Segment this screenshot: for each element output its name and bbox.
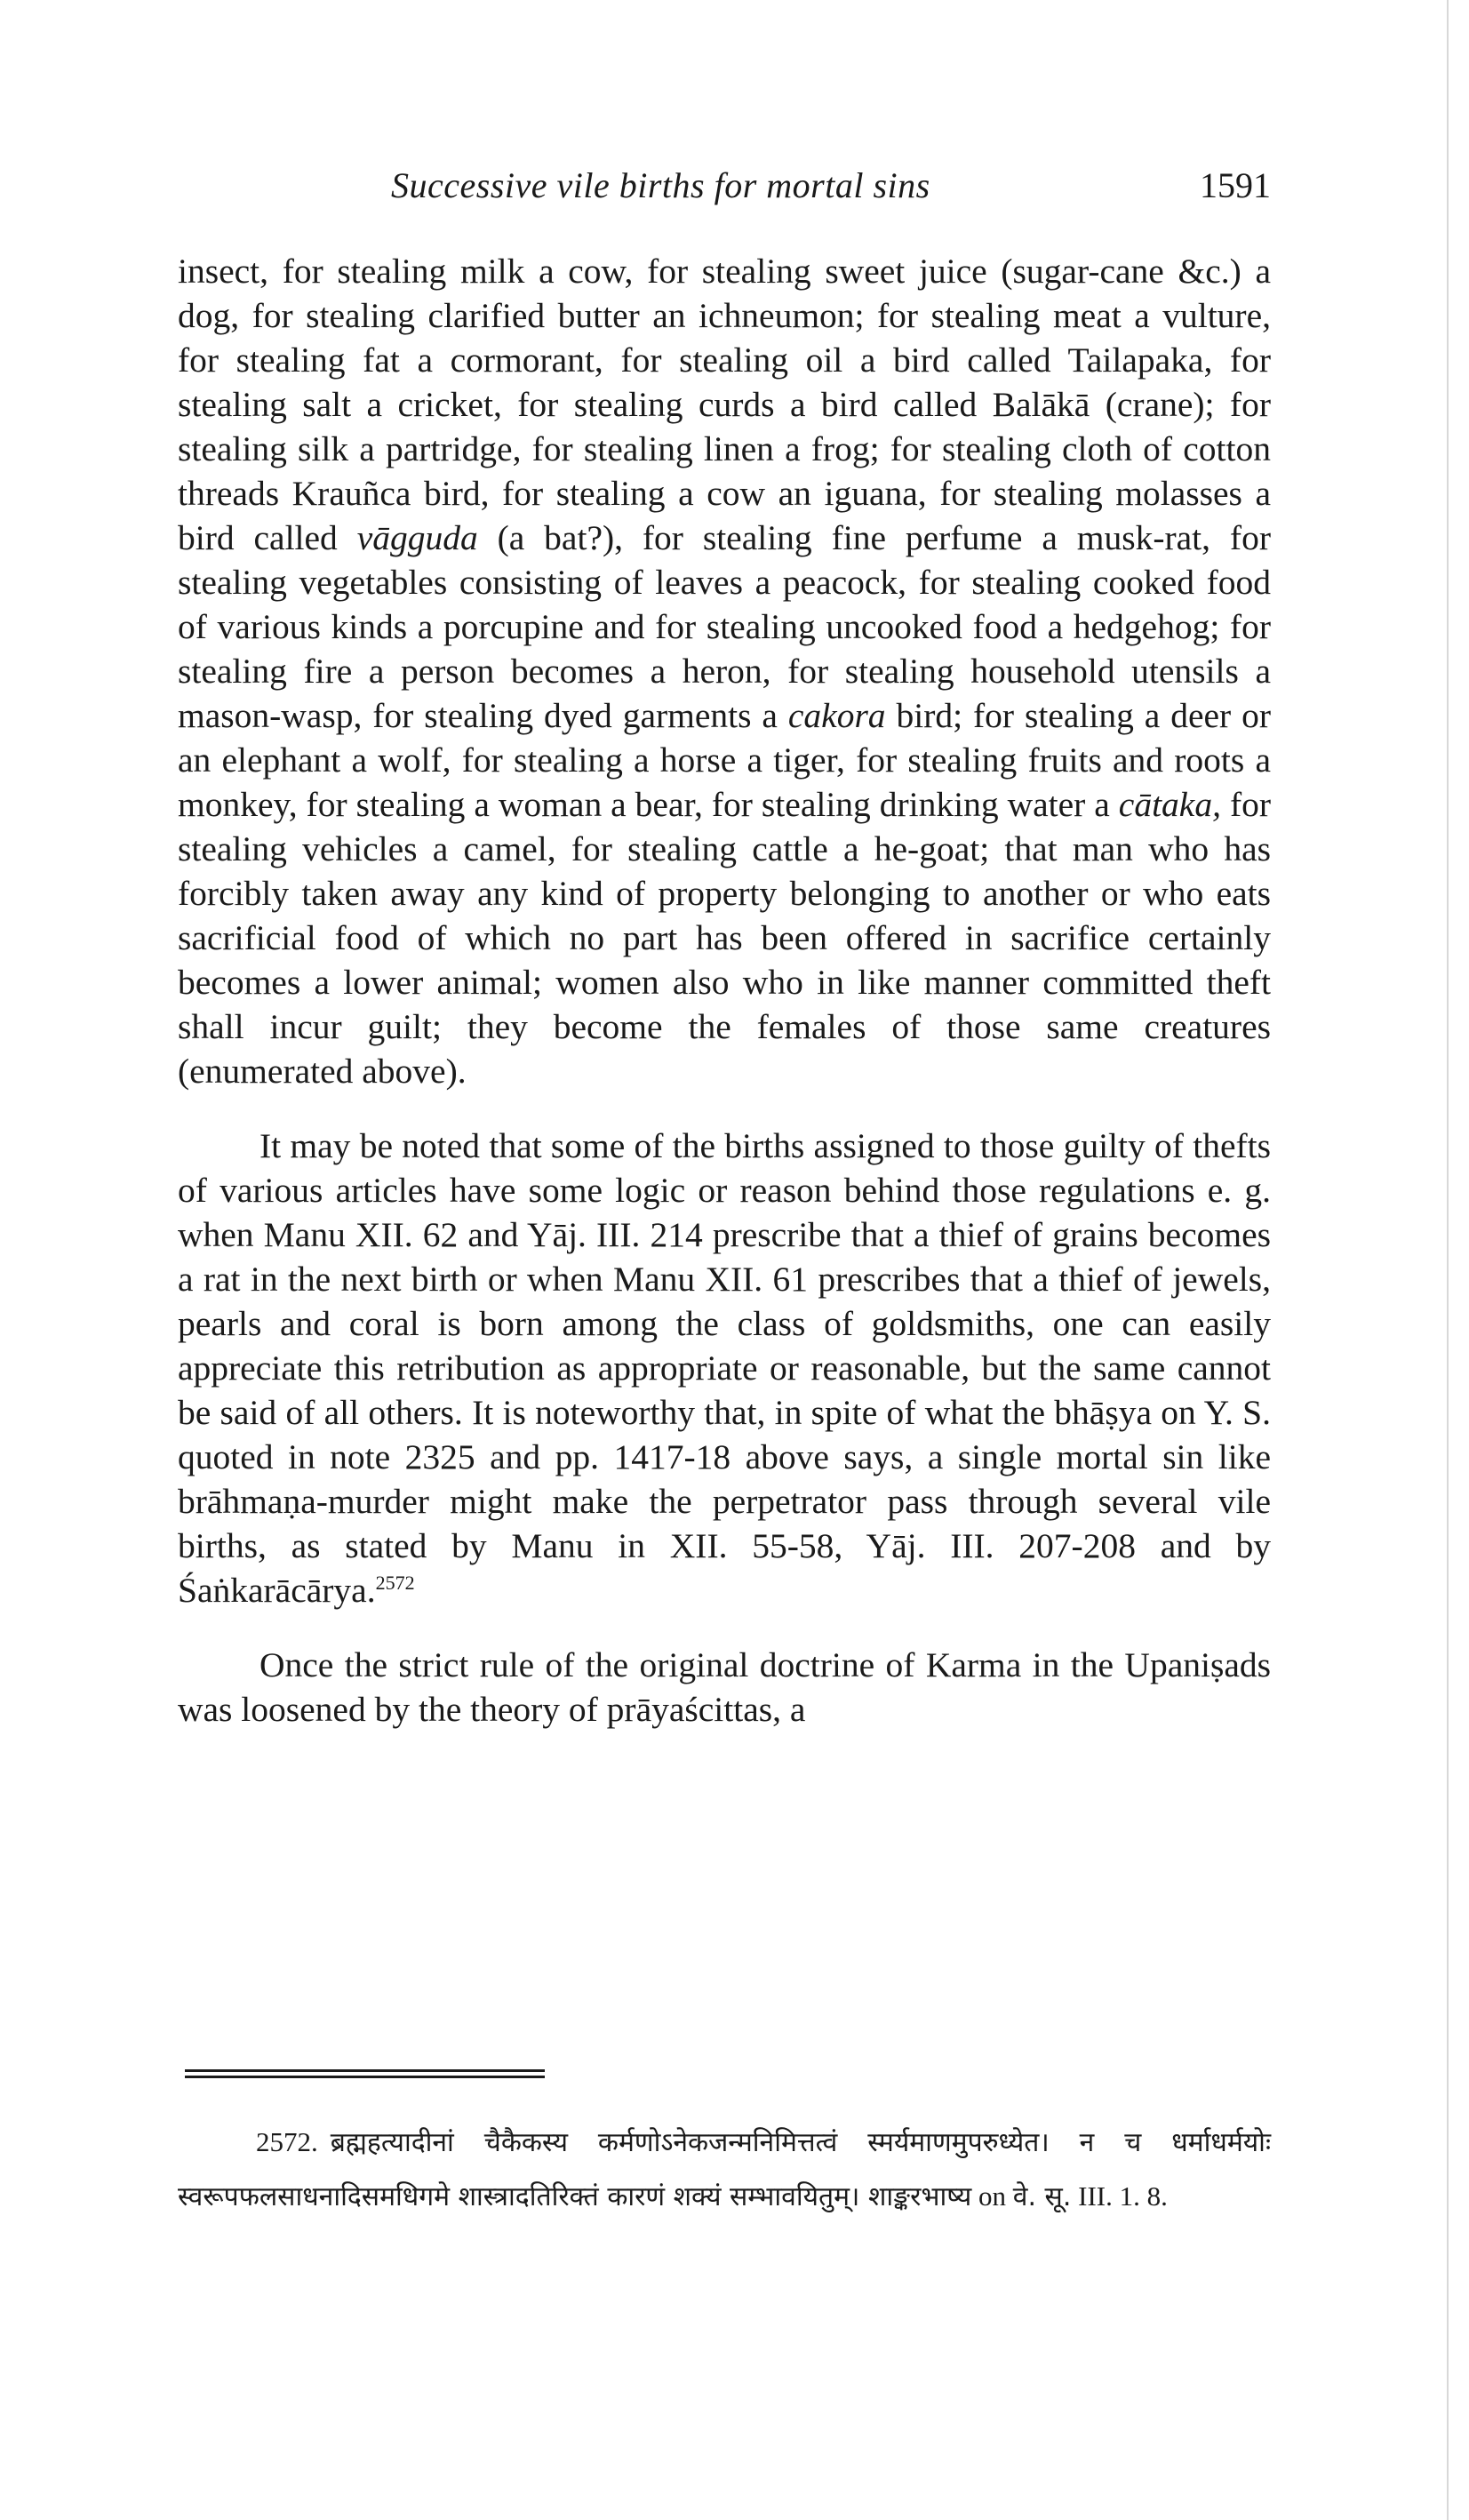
running-title: Successive vile births for mortal sins (391, 165, 930, 205)
italic-term-cataka: cātaka, (1118, 785, 1221, 824)
footnote-separator-line-bottom (185, 2076, 545, 2078)
footnote-source-abbr: वे. सू. (1012, 2181, 1072, 2212)
footnote-separator-line-top (185, 2069, 545, 2072)
paragraph-1 (178, 249, 1271, 1093)
paragraph-2-text: It may be noted that some of the births assigned to those guilty of thefts of various articles have some logic or reason behind those regulations e. g. when Manu XII. 62 and Yāj. III. 214 prescribe that a thief of grains becomes a rat in the next birth or when Manu XII. 61 prescribes that a thief of jewels, pearls and coral is born among the class of goldsmiths, one can easily appreciate this retribution as appropriate or reasonable, but the same cannot be said of all others. It is noteworthy that, in spite of what the bhāṣya on Y. S. quoted in note 2325 and pp. 1417-18 above says, a single mortal sin like brāhmaṇa-murder might make the perpetrator pass through several vile births, as stated by Manu in XII. 55-58, Yāj. III. 207-208 and by Śaṅkarācārya. (178, 1126, 1271, 1610)
paragraph-1-part-4: for stealing vehicles a camel, for stealing cattle a he-goat; that man who has forcibly taken away any kind of property belonging to another or who eats sacrificial food of which no part has been offered in sacrifice certainly becomes a lower animal; women also who in like manner committed theft shall incur guilt; they become the females of those same creatures (enumerated above). (178, 785, 1271, 1091)
paragraph-1-part-3: bird; for stealing a deer or an elephant a wolf, for stealing a horse a tiger, for stealing fruits and roots a monkey, for stealing a woman a bear, for stealing drinking water a (178, 696, 1271, 824)
footnote-citation: III. 1. 8. (1071, 2180, 1168, 2212)
italic-term-cakora: cakora (787, 696, 886, 735)
italic-term-vagguda: vāgguda (356, 518, 478, 557)
paragraph-2 (178, 1124, 1271, 1612)
paragraph-3-text: Once the strict rule of the original doctrine of Karma in the Upaniṣads was loosened by the theory of prāyaścittas, a (178, 1645, 1271, 1729)
page-edge-line (1447, 0, 1449, 2520)
footnote-number: 2572. (256, 2126, 318, 2157)
footnote-sanskrit-text: ब्रह्महत्यादीनां चैकैकस्य कर्मणोऽनेकजन्मनिमित्तत्वं स्मर्यमाणमुपरुध्येत। न च धर्माधर्मयोः स्वरूपफलसाधनादिसमधिगमे शास्त्रादतिरिक्तं कारणं शक्यं सम्भावयितुम्। शाङ्करभाष्य (178, 2127, 1271, 2212)
paragraph-1-part-2: (a bat?), for stealing fine perfume a musk-rat, for stealing vegetables consisting of leaves a peacock, for stealing cooked food of various kinds a porcupine and for stealing uncooked food a hedgehog; for stealing fire a person becomes a heron, for stealing household utensils a mason-wasp, for stealing dyed garments a (178, 518, 1271, 735)
footnote-on: on (971, 2180, 1013, 2212)
paragraph-3 (178, 1643, 1271, 1732)
footnote-separator (185, 2069, 545, 2078)
footnote-reference[interactable]: 2572 (375, 1571, 415, 1594)
paragraph-1-part-1: insect, for stealing milk a cow, for stealing sweet juice (sugar-cane &c.) a dog, for stealing clarified butter an ichneumon; for stealing meat a vulture, for stealing fat a cormorant, for stealing oil a bird called Tailapaka, for stealing salt a cricket, for stealing curds a bird called Balākā (crane); for stealing silk a partridge, for stealing linen a frog; for stealing cloth of cotton threads Krauñca bird, for stealing a cow an iguana, for stealing molasses a bird called (178, 252, 1271, 557)
body-text (178, 249, 1271, 1732)
footnote (178, 2116, 1271, 2224)
page-header (178, 164, 1271, 218)
page-number: 1591 (1200, 165, 1271, 205)
